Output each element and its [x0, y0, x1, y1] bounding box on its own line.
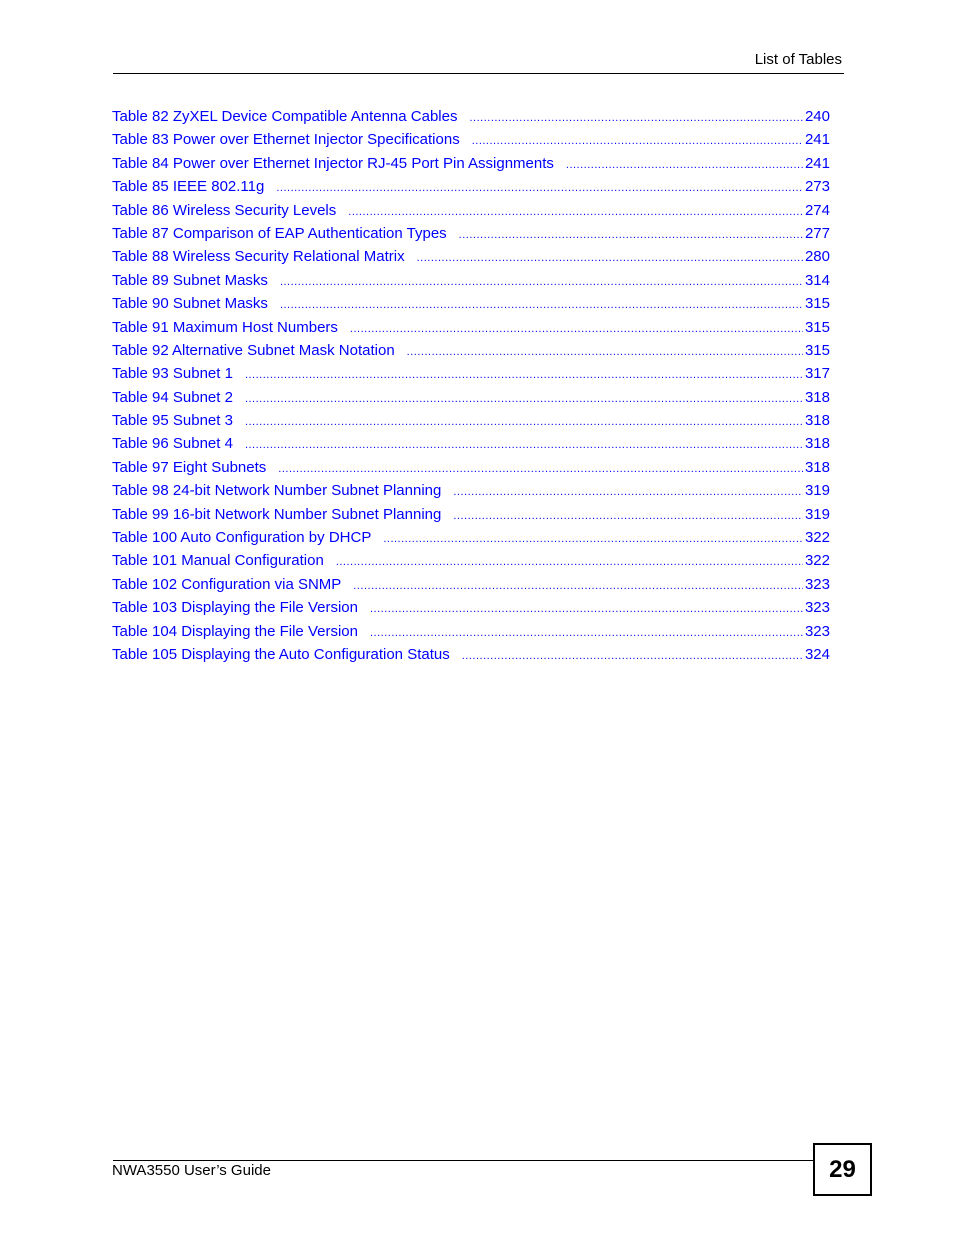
dot-leader: [407, 342, 803, 363]
toc-entry-page: 277: [804, 224, 830, 242]
toc-entry-page: 318: [804, 412, 830, 430]
toc-entry-page: 318: [804, 388, 830, 406]
toc-entry[interactable]: [112, 504, 830, 527]
dot-leader: [348, 202, 803, 223]
dot-leader: [383, 529, 803, 550]
dot-leader: [336, 552, 803, 573]
toc-entry-page: 274: [804, 201, 830, 219]
toc-entry-page: 323: [804, 575, 830, 593]
toc-entry[interactable]: [112, 480, 830, 503]
toc-entry-page: 319: [804, 482, 830, 500]
dot-leader: [278, 459, 803, 480]
toc-entry-title: Table 102 Configuration via SNMP: [112, 575, 342, 593]
toc-entry[interactable]: [112, 550, 830, 573]
toc-entry[interactable]: [112, 270, 830, 293]
toc-entry-page: 315: [804, 341, 830, 359]
dot-leader: [462, 646, 803, 667]
toc-entry[interactable]: [112, 246, 830, 269]
dot-leader: [459, 225, 803, 246]
dot-leader: [469, 108, 802, 129]
dot-leader: [245, 412, 803, 433]
toc-entry-page: 324: [804, 645, 830, 663]
toc-entry[interactable]: [112, 387, 830, 410]
dot-leader: [453, 506, 803, 527]
dot-leader: [280, 272, 803, 293]
dot-leader: [453, 482, 803, 503]
toc-entry[interactable]: [112, 527, 830, 550]
toc-entry[interactable]: [112, 340, 830, 363]
toc-entry-page: 323: [804, 622, 830, 640]
section-title: List of Tables: [754, 51, 842, 68]
toc-entry-title: Table 105 Displaying the Auto Configuration Status: [112, 645, 450, 663]
toc-entry[interactable]: [112, 574, 830, 597]
toc-entry[interactable]: [112, 597, 830, 620]
dot-leader: [245, 435, 803, 456]
toc-entry-title: Table 89 Subnet Masks: [112, 271, 268, 289]
toc-entry[interactable]: [112, 176, 830, 199]
header-divider: [113, 73, 844, 74]
toc-entry-title: Table 103 Displaying the File Version: [112, 599, 358, 617]
toc-entry-title: Table 95 Subnet 3: [112, 412, 233, 430]
toc-entry-title: Table 96 Subnet 4: [112, 435, 233, 453]
toc-entry[interactable]: [112, 129, 830, 152]
dot-leader: [276, 178, 803, 199]
dot-leader: [353, 576, 803, 597]
toc-entry-page: 322: [804, 552, 830, 570]
toc-entry-title: Table 88 Wireless Security Relational Matrix: [112, 248, 405, 266]
page-number: 29: [813, 1143, 872, 1196]
toc-entry-page: 240: [804, 108, 830, 125]
toc-entry[interactable]: [112, 317, 830, 340]
toc-entry-page: 241: [804, 131, 830, 149]
dot-leader: [245, 365, 803, 386]
toc-entry-title: Table 98 24-bit Network Number Subnet Planning: [112, 482, 442, 500]
dot-leader: [245, 389, 803, 410]
guide-name: NWA3550 User’s Guide: [112, 1162, 271, 1179]
toc-entry[interactable]: [112, 644, 830, 667]
toc-entry[interactable]: [112, 293, 830, 316]
toc-entry-title: Table 83 Power over Ethernet Injector Specifications: [112, 131, 460, 149]
toc-entry[interactable]: [112, 457, 830, 480]
toc-entry[interactable]: [112, 621, 830, 644]
toc-entry[interactable]: [112, 223, 830, 246]
toc-entry-title: Table 93 Subnet 1: [112, 365, 233, 383]
toc-entry-page: 314: [804, 271, 830, 289]
toc-entry-title: Table 87 Comparison of EAP Authentication Types: [112, 224, 447, 242]
toc-entry-title: Table 97 Eight Subnets: [112, 458, 267, 476]
toc-entry-page: 318: [804, 435, 830, 453]
toc-entry-page: 315: [804, 318, 830, 336]
toc-entry-page: 319: [804, 505, 830, 523]
footer-divider: [113, 1160, 813, 1161]
toc-entry[interactable]: [112, 410, 830, 433]
toc-entry-title: Table 82 ZyXEL Device Compatible Antenna Cables: [112, 108, 458, 125]
toc-entry-page: 241: [804, 154, 830, 172]
dot-leader: [566, 155, 803, 176]
dot-leader: [472, 131, 803, 152]
toc-entry-page: 318: [804, 458, 830, 476]
dot-leader: [280, 295, 803, 316]
toc-entry-page: 317: [804, 365, 830, 383]
toc-entry-title: Table 100 Auto Configuration by DHCP: [112, 529, 372, 547]
table-of-contents-list: [112, 106, 830, 667]
toc-entry-title: Table 86 Wireless Security Levels: [112, 201, 337, 219]
toc-entry-title: Table 104 Displaying the File Version: [112, 622, 358, 640]
toc-entry[interactable]: [112, 200, 830, 223]
dot-leader: [417, 248, 803, 269]
dot-leader: [370, 599, 803, 620]
dot-leader: [350, 319, 803, 340]
toc-entry[interactable]: [112, 433, 830, 456]
toc-entry-page: 273: [804, 178, 830, 196]
toc-entry-title: Table 101 Manual Configuration: [112, 552, 324, 570]
toc-entry-title: Table 94 Subnet 2: [112, 388, 233, 406]
toc-entry-page: 322: [804, 529, 830, 547]
toc-entry-page: 280: [804, 248, 830, 266]
toc-entry-page: 315: [804, 295, 830, 313]
toc-entry-title: Table 84 Power over Ethernet Injector RJ-45 Port Pin Assignments: [112, 154, 554, 172]
toc-entry-title: Table 99 16-bit Network Number Subnet Planning: [112, 505, 442, 523]
toc-entry-title: Table 90 Subnet Masks: [112, 295, 268, 313]
toc-entry[interactable]: [112, 106, 830, 129]
toc-entry-title: Table 91 Maximum Host Numbers: [112, 318, 338, 336]
toc-entry[interactable]: [112, 153, 830, 176]
toc-entry[interactable]: [112, 363, 830, 386]
toc-entry-title: Table 85 IEEE 802.11g: [112, 178, 265, 196]
toc-entry-title: Table 92 Alternative Subnet Mask Notation: [112, 341, 395, 359]
dot-leader: [370, 623, 803, 644]
toc-entry-page: 323: [804, 599, 830, 617]
